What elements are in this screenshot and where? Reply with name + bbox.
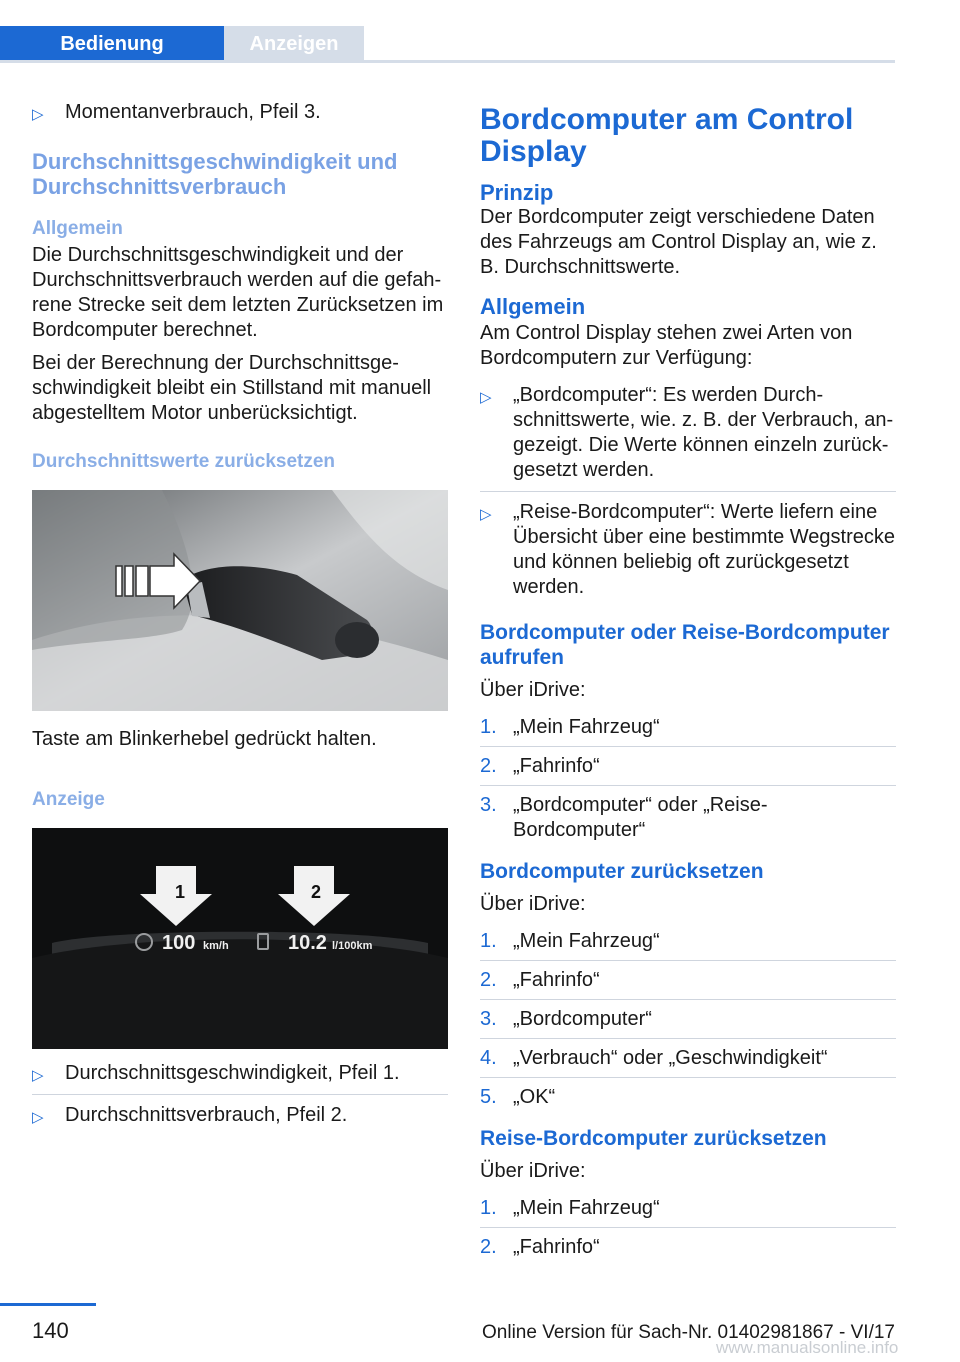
arrow-2-label: 2 xyxy=(310,882,322,902)
list-item-text: Durchschnittsverbrauch, Pfeil 2. xyxy=(65,1104,348,1126)
triangle-bullet-icon: ▷ xyxy=(32,106,44,123)
paragraph: Die Durchschnittsgeschwindigkeit und der Durchschnittsverbrauch werden auf die gefahrene Strecke seit dem letzten Zurücksetzen im Bordcomputer berechnet. xyxy=(32,244,444,341)
triangle-bullet-icon: ▷ xyxy=(480,389,492,406)
list-item-text: „Verbrauch“ oder „Geschwindigkeit“ xyxy=(513,1047,828,1069)
top-bullet-list xyxy=(32,100,448,133)
trip-reset-steps-list xyxy=(480,1196,896,1266)
list-item xyxy=(480,754,896,786)
arrow-1-label: 1 xyxy=(174,882,186,902)
list-item-text: „Bordcomputer“: Es werden Durchschnittswerte, wie. z. B. der Verbrauch, angezeigt. Die Werte können einzeln zurückgesetzt werden. xyxy=(513,384,894,481)
left-column xyxy=(32,100,448,1144)
heading-open-computer: Bordcomputer oder Reise-Bordcomputer aufrufen xyxy=(480,621,890,669)
turn-signal-stalk-illustration xyxy=(32,490,448,711)
list-item xyxy=(480,1007,896,1039)
list-item-text: „Reise-Bordcomputer“: Werte liefern eine Übersicht über eine bestimmte Wegstrecke und können beliebig oft zurückgesetzt werden. xyxy=(513,501,896,598)
page-number: 140 xyxy=(32,1318,69,1343)
list-item xyxy=(480,1196,896,1228)
step-number: 3. xyxy=(480,794,497,816)
section-heading-average: Durchschnittsgeschwindigkeit und Durchschnittsverbrauch xyxy=(32,149,398,199)
paragraph: Der Bordcomputer zeigt verschiedene Daten des Fahrzeugs am Control Display an, wie z. B. Durchschnittswerte. xyxy=(480,206,877,278)
subheading-general: Allgemein xyxy=(32,218,123,239)
step-number: 1. xyxy=(480,930,497,952)
right-column xyxy=(480,104,896,1273)
open-steps-list xyxy=(480,715,896,849)
triangle-bullet-icon: ▷ xyxy=(480,506,492,523)
list-item-text: „Mein Fahrzeug“ xyxy=(513,1197,660,1219)
list-item xyxy=(480,1046,896,1078)
list-item xyxy=(480,968,896,1000)
online-version-note: Online Version für Sach-Nr. 01402981867 - VI/17 xyxy=(482,1322,895,1343)
list-item xyxy=(480,715,896,747)
chapter-heading: Bordcomputer am Control Display xyxy=(480,103,854,168)
footer-accent-bar xyxy=(0,1303,96,1306)
list-item xyxy=(32,1103,448,1136)
list-item-text: „Fahrinfo“ xyxy=(513,969,600,991)
list-item-text: „Bordcomputer“ oder „Reise-Bordcomputer“ xyxy=(513,794,768,841)
stalk-button-image xyxy=(32,490,448,711)
instrument-display-image xyxy=(32,828,448,1049)
paragraph: Über iDrive: xyxy=(480,1160,586,1182)
header-divider xyxy=(0,60,895,63)
triangle-bullet-icon: ▷ xyxy=(32,1067,44,1084)
list-item-text: „OK“ xyxy=(513,1086,556,1108)
tab-anzeigen[interactable]: Anzeigen xyxy=(224,26,364,62)
reset-steps-list xyxy=(480,929,896,1116)
step-number: 5. xyxy=(480,1086,497,1108)
list-item xyxy=(32,100,448,133)
heading-principle: Prinzip xyxy=(480,180,554,205)
consumption-value: 10.2 xyxy=(288,932,327,954)
list-item xyxy=(480,793,896,849)
cluster-display-illustration xyxy=(32,828,448,1049)
speed-unit: km/h xyxy=(203,940,229,952)
list-item xyxy=(480,1235,896,1266)
list-item-text: „Fahrinfo“ xyxy=(513,755,600,777)
step-number: 1. xyxy=(480,716,497,738)
heading-reset-trip-computer: Reise-Bordcomputer zurücksetzen xyxy=(480,1127,827,1150)
consumption-unit: l/100km xyxy=(332,940,373,952)
list-item xyxy=(480,383,896,492)
step-number: 2. xyxy=(480,755,497,777)
subheading-reset-averages: Durchschnittswerte zurücksetzen xyxy=(32,451,336,472)
subheading-display: Anzeige xyxy=(32,789,105,810)
step-number: 2. xyxy=(480,1236,497,1258)
paragraph: Über iDrive: xyxy=(480,679,586,701)
list-item-text: „Fahrinfo“ xyxy=(513,1236,600,1258)
tab-bedienung[interactable]: Bedienung xyxy=(0,26,224,62)
list-item xyxy=(32,1061,448,1095)
display-bullet-list xyxy=(32,1061,448,1136)
image-caption: Taste am Blinkerhebel gedrückt halten. xyxy=(32,728,377,750)
list-item xyxy=(480,500,896,608)
paragraph: Am Control Display stehen zwei Arten von Bordcomputern zur Verfügung: xyxy=(480,322,853,369)
list-item xyxy=(480,929,896,961)
step-number: 1. xyxy=(480,1197,497,1219)
list-item-text: Momentanverbrauch, Pfeil 3. xyxy=(65,101,321,123)
step-number: 4. xyxy=(480,1047,497,1069)
paragraph: Über iDrive: xyxy=(480,893,586,915)
step-number: 2. xyxy=(480,969,497,991)
paragraph: Bei der Berechnung der Durchschnittsgeschwindigkeit bleibt ein Stillstand mit manuell abgestelltem Motor unberücksichtigt. xyxy=(32,352,432,424)
list-item-text: Durchschnittsgeschwindigkeit, Pfeil 1. xyxy=(65,1062,400,1084)
heading-general: Allgemein xyxy=(480,294,586,319)
step-number: 3. xyxy=(480,1008,497,1030)
computer-types-list xyxy=(480,383,896,608)
list-item-text: „Mein Fahrzeug“ xyxy=(513,930,660,952)
speed-value: 100 xyxy=(162,932,196,954)
page-header xyxy=(0,0,960,64)
list-item-text: „Bordcomputer“ xyxy=(513,1008,652,1030)
watermark: www.manualsonline.info xyxy=(716,1338,899,1357)
list-item-text: „Mein Fahrzeug“ xyxy=(513,716,660,738)
triangle-bullet-icon: ▷ xyxy=(32,1109,44,1126)
heading-reset-computer: Bordcomputer zurücksetzen xyxy=(480,860,764,883)
list-item xyxy=(480,1085,896,1116)
